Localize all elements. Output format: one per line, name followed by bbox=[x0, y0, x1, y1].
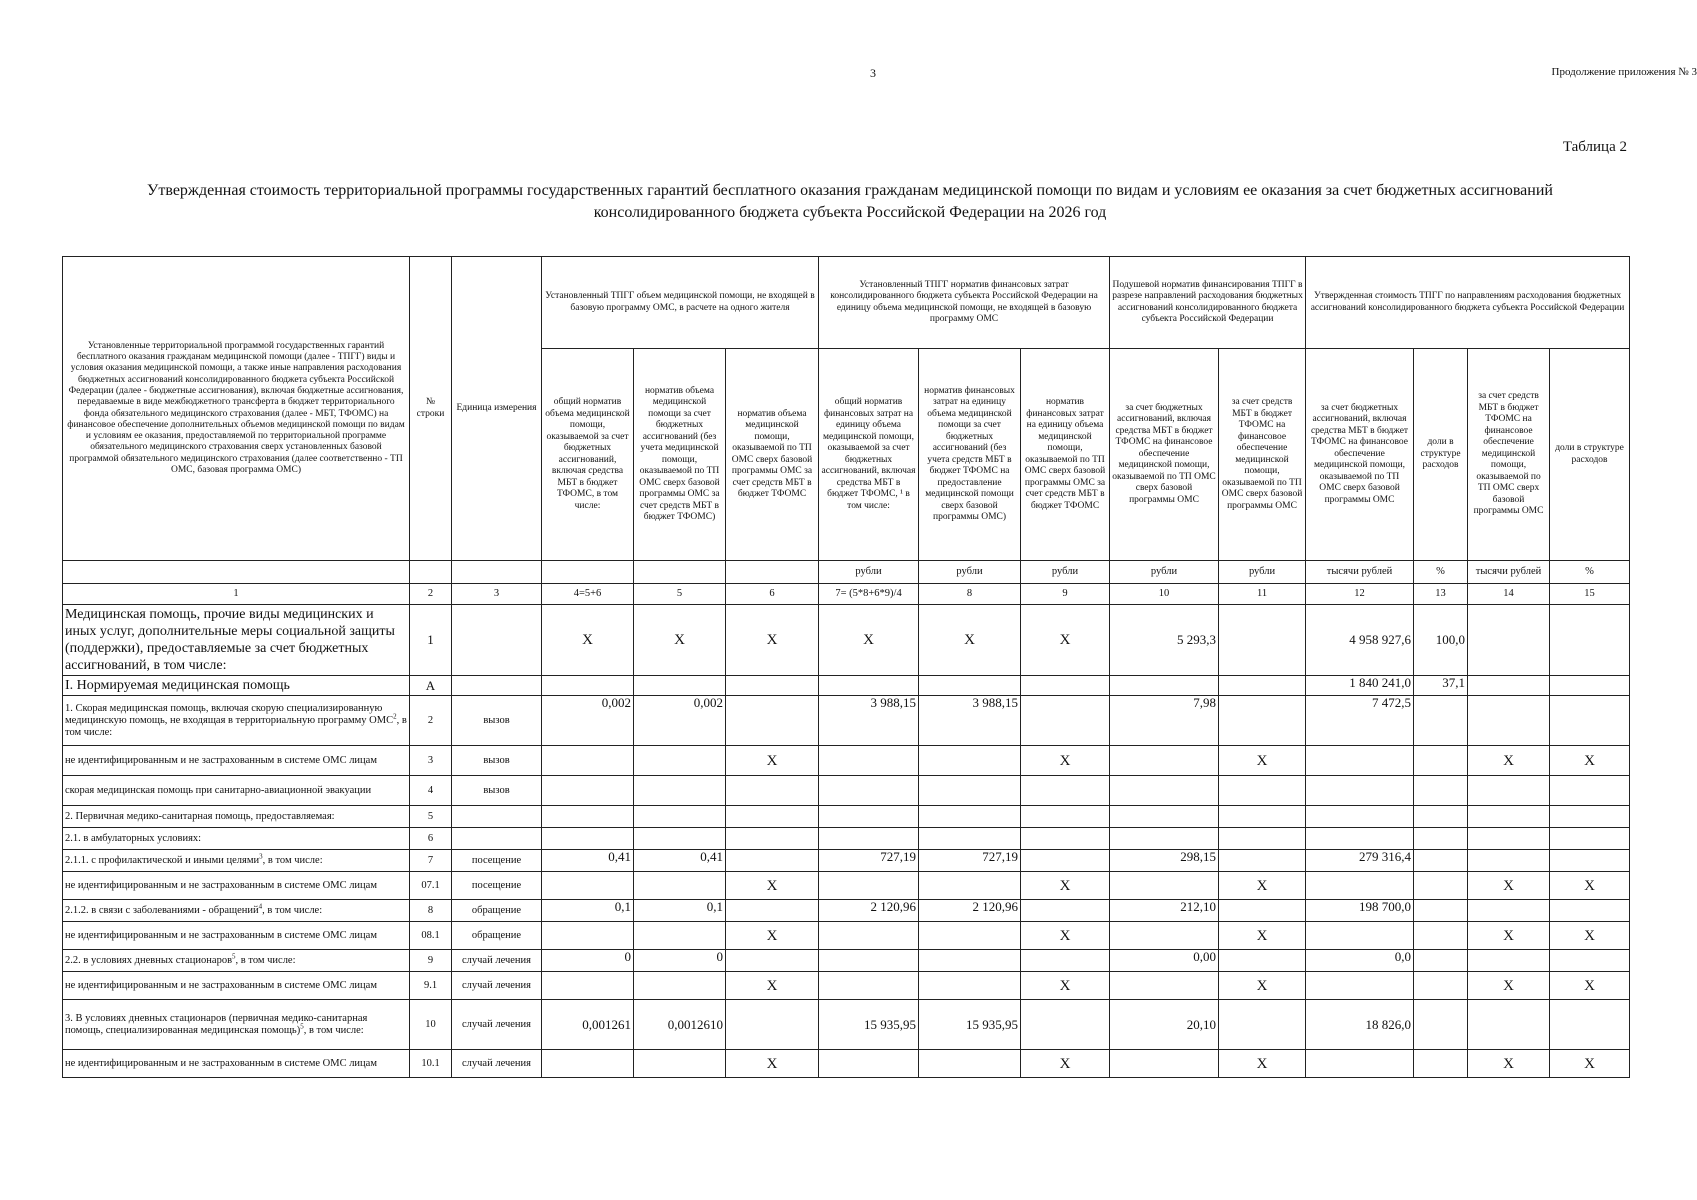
column-number: 5 bbox=[634, 584, 726, 605]
x-mark: Х bbox=[1021, 922, 1110, 950]
header-col-11: за счет средств МБТ в бюджет ТФОМС на финансовое обеспечение медицинской помощи, оказываемой по ТП ОМС сверх базовой программы ОМС bbox=[1219, 349, 1306, 561]
x-mark: Х bbox=[726, 922, 819, 950]
x-mark: Х bbox=[1021, 872, 1110, 900]
row-unit: посещение bbox=[452, 872, 542, 900]
x-mark: Х bbox=[1550, 922, 1630, 950]
x-mark: Х bbox=[1550, 1050, 1630, 1078]
row-label: не идентифицированным и не застрахованным в системе ОМС лицам bbox=[63, 922, 410, 950]
cell-col-12: 7 472,5 bbox=[1306, 696, 1414, 746]
row-number: 2 bbox=[410, 696, 452, 746]
row-unit: случай лечения bbox=[452, 1000, 542, 1050]
row-label: 2.2. в условиях дневных стационаров$^5$, в том числе: bbox=[63, 950, 410, 972]
column-number: 3 bbox=[452, 584, 542, 605]
row-number: 10.1 bbox=[410, 1050, 452, 1078]
row-label: 2.1.2. в связи с заболеваниями - обращений$^4$, в том числе: bbox=[63, 900, 410, 922]
cell-col-12: 4 958 927,6 bbox=[1306, 605, 1414, 676]
cell-col-12: 18 826,0 bbox=[1306, 1000, 1414, 1050]
x-mark: Х bbox=[1468, 972, 1550, 1000]
row-number: 10 bbox=[410, 1000, 452, 1050]
row-label: 3. В условиях дневных стационаров (первичная медико-санитарная помощь, специализированная медицинская помощь)$^5$, в том числе: bbox=[63, 1000, 410, 1050]
column-number: 10 bbox=[1110, 584, 1219, 605]
x-mark: Х bbox=[1219, 746, 1306, 776]
header-col-8: норматив финансовых затрат на единицу объема медицинской помощи за счет бюджетных ассигнований (без учета средств МБТ в бюджет ТФОМС на предоставление медицинской помощи сверх базовой программы ОМС) bbox=[919, 349, 1021, 561]
x-mark: Х bbox=[1219, 972, 1306, 1000]
column-number: 6 bbox=[726, 584, 819, 605]
row-label: не идентифицированным и не застрахованным в системе ОМС лицам bbox=[63, 872, 410, 900]
cell-col-8: 15 935,95 bbox=[919, 1000, 1021, 1050]
row-label: 2.1.1. с профилактической и иными целями$^3$, в том числе: bbox=[63, 850, 410, 872]
x-mark: Х bbox=[1219, 1050, 1306, 1078]
appendix-continuation-note: Продолжение приложения № 3 bbox=[1551, 66, 1697, 78]
table-row bbox=[63, 696, 1630, 746]
cell-col-5: 0,41 bbox=[634, 850, 726, 872]
cell-col-7: 727,19 bbox=[819, 850, 919, 872]
header-col-7: общий норматив финансовых затрат на единицу объема медицинской помощи, оказываемой за счет бюджетных ассигнований, включая средства МБТ в бюджет ТФОМС, ¹ в том числе: bbox=[819, 349, 919, 561]
row-number: 3 bbox=[410, 746, 452, 776]
cost-table bbox=[62, 256, 1630, 1078]
row-label: 2. Первичная медико-санитарная помощь, предоставляемая: bbox=[63, 806, 410, 828]
unit-col-15: % bbox=[1550, 561, 1630, 584]
column-number: 2 bbox=[410, 584, 452, 605]
cell-col-7: 3 988,15 bbox=[819, 696, 919, 746]
header-col-5: норматив объема медицинской помощи за счет бюджетных ассигнований (без учета медицинской помощи, оказываемой по ТП ОМС сверх базовой программы ОМС за счет средств МБТ в бюджет ТФОМС) bbox=[634, 349, 726, 561]
table-label: Таблица 2 bbox=[1562, 139, 1627, 155]
row-number: 7 bbox=[410, 850, 452, 872]
document-title bbox=[60, 180, 1640, 224]
x-mark: Х bbox=[819, 605, 919, 676]
cell-col-10: 20,10 bbox=[1110, 1000, 1219, 1050]
x-mark: Х bbox=[1021, 605, 1110, 676]
unit-col-7: рубли bbox=[819, 561, 919, 584]
x-mark: Х bbox=[1468, 872, 1550, 900]
table-row bbox=[63, 1050, 1630, 1078]
table-row bbox=[63, 900, 1630, 922]
x-mark: Х bbox=[1550, 872, 1630, 900]
header-col-2: № строки bbox=[410, 257, 452, 561]
x-mark: Х bbox=[1021, 746, 1110, 776]
row-number: 07.1 bbox=[410, 872, 452, 900]
cell-col-8: 3 988,15 bbox=[919, 696, 1021, 746]
table-row bbox=[63, 950, 1630, 972]
cell-col-7: 15 935,95 bbox=[819, 1000, 919, 1050]
cell-col-4: 0,41 bbox=[542, 850, 634, 872]
x-mark: Х bbox=[1468, 1050, 1550, 1078]
cell-col-5: 0,1 bbox=[634, 900, 726, 922]
x-mark: Х bbox=[1550, 746, 1630, 776]
table-row bbox=[63, 1000, 1630, 1050]
unit-col-12: тысячи рублей bbox=[1306, 561, 1414, 584]
unit-col-10: рубли bbox=[1110, 561, 1219, 584]
row-label: Медицинская помощь, прочие виды медицинских и иных услуг, дополнительные меры социальной защиты (поддержки), предоставляемые за счет бюджетных ассигнований, в том числе: bbox=[63, 605, 410, 676]
row-unit: случай лечения bbox=[452, 950, 542, 972]
row-number: 6 bbox=[410, 828, 452, 850]
cell-col-10: 298,15 bbox=[1110, 850, 1219, 872]
cell-col-8: 2 120,96 bbox=[919, 900, 1021, 922]
row-number: А bbox=[410, 676, 452, 696]
cell-col-12: 198 700,0 bbox=[1306, 900, 1414, 922]
header-col-4: общий норматив объема медицинской помощи, оказываемой за счет бюджетных ассигнований, включая средства МБТ в бюджет ТФОМС, в том числе: bbox=[542, 349, 634, 561]
header-col-14: за счет средств МБТ в бюджет ТФОМС на финансовое обеспечение медицинской помощи, оказываемой по ТП ОМС сверх базовой программы ОМС bbox=[1468, 349, 1550, 561]
x-mark: Х bbox=[1550, 972, 1630, 1000]
column-number: 13 bbox=[1414, 584, 1468, 605]
unit-col-14: тысячи рублей bbox=[1468, 561, 1550, 584]
column-numbers-row bbox=[63, 584, 1630, 605]
x-mark: Х bbox=[1219, 872, 1306, 900]
header-group-per-capita: Подушевой норматив финансирования ТПГГ в разрезе направлений расходования бюджетных ассигнований консолидированного бюджета субъекта Российской Федерации bbox=[1110, 257, 1306, 349]
x-mark: Х bbox=[919, 605, 1021, 676]
cell-col-4: 0 bbox=[542, 950, 634, 972]
header-col-1: Установленные территориальной программой государственных гарантий бесплатного оказания гражданам медицинской помощи (далее - ТПГГ) виды и условия оказания медицинской помощи, а также иные направления расходования бюджетных ассигнований консолидированного бюджета субъекта Российской Федерации (далее - бюджетные ассигнования), включая бюджетные ассигнования, передаваемые в виде межбюджетного трансферта в бюджет территориального фонда обязательного медицинского страхования (далее - МБТ, ТФОМС) на финансовое обеспечение дополнительных объемов медицинской помощи по видам и условиям ее оказания, предоставляемой по территориальной программе обязательного медицинского страхования сверх установленных базовой программой обязательного медицинского страхования (далее соответственно - ТП ОМС, базовая программа ОМС) bbox=[63, 257, 410, 561]
x-mark: Х bbox=[726, 605, 819, 676]
row-number: 9.1 bbox=[410, 972, 452, 1000]
row-label: не идентифицированным и не застрахованным в системе ОМС лицам bbox=[63, 746, 410, 776]
row-label: 2.1. в амбулаторных условиях: bbox=[63, 828, 410, 850]
x-mark: Х bbox=[726, 746, 819, 776]
column-number: 9 bbox=[1021, 584, 1110, 605]
table-row bbox=[63, 605, 1630, 676]
cell-col-12: 1 840 241,0 bbox=[1306, 676, 1414, 696]
table-row bbox=[63, 806, 1630, 828]
table-row bbox=[63, 746, 1630, 776]
row-number: 4 bbox=[410, 776, 452, 806]
cell-col-4: 0,1 bbox=[542, 900, 634, 922]
row-unit: вызов bbox=[452, 776, 542, 806]
row-unit: обращение bbox=[452, 900, 542, 922]
table-row bbox=[63, 872, 1630, 900]
x-mark: Х bbox=[1468, 746, 1550, 776]
row-unit: посещение bbox=[452, 850, 542, 872]
row-unit: вызов bbox=[452, 746, 542, 776]
row-label: не идентифицированным и не застрахованным в системе ОМС лицам bbox=[63, 1050, 410, 1078]
column-number: 7= (5*8+6*9)/4 bbox=[819, 584, 919, 605]
column-number: 8 bbox=[919, 584, 1021, 605]
cell-col-12: 279 316,4 bbox=[1306, 850, 1414, 872]
cell-col-7: 2 120,96 bbox=[819, 900, 919, 922]
cell-col-4: 0,002 bbox=[542, 696, 634, 746]
header-col-9: норматив финансовых затрат на единицу объема медицинской помощи, оказываемой по ТП ОМС сверх базовой программы ОМС за счет средств МБТ в бюджет ТФОМС bbox=[1021, 349, 1110, 561]
unit-col-8: рубли bbox=[919, 561, 1021, 584]
header-col-15: доли в структуре расходов bbox=[1550, 349, 1630, 561]
row-number: 8 bbox=[410, 900, 452, 922]
cell-col-5: 0,002 bbox=[634, 696, 726, 746]
header-row-groups bbox=[63, 257, 1630, 349]
row-number: 9 bbox=[410, 950, 452, 972]
x-mark: Х bbox=[1219, 922, 1306, 950]
cell-col-8: 727,19 bbox=[919, 850, 1021, 872]
row-label: I. Нормируемая медицинская помощь bbox=[63, 676, 410, 696]
header-col-3: Единица измерения bbox=[452, 257, 542, 561]
header-col-13: доли в структуре расходов bbox=[1414, 349, 1468, 561]
row-unit: вызов bbox=[452, 696, 542, 746]
row-number: 5 bbox=[410, 806, 452, 828]
x-mark: Х bbox=[1021, 972, 1110, 1000]
unit-col-11: рубли bbox=[1219, 561, 1306, 584]
row-label: не идентифицированным и не застрахованным в системе ОМС лицам bbox=[63, 972, 410, 1000]
cell-col-12: 0,0 bbox=[1306, 950, 1414, 972]
cell-col-10: 7,98 bbox=[1110, 696, 1219, 746]
row-unit: случай лечения bbox=[452, 1050, 542, 1078]
header-col-12: за счет бюджетных ассигнований, включая средства МБТ в бюджет ТФОМС на финансовое обеспечение медицинской помощи, оказываемой по ТП ОМС сверх базовой программы ОМС bbox=[1306, 349, 1414, 561]
column-number: 11 bbox=[1219, 584, 1306, 605]
x-mark: Х bbox=[542, 605, 634, 676]
units-row bbox=[63, 561, 1630, 584]
cell-col-10: 0,00 bbox=[1110, 950, 1219, 972]
cell-col-10: 212,10 bbox=[1110, 900, 1219, 922]
unit-col-13: % bbox=[1414, 561, 1468, 584]
table-row bbox=[63, 850, 1630, 872]
table-row bbox=[63, 972, 1630, 1000]
column-number: 15 bbox=[1550, 584, 1630, 605]
page-number: 3 bbox=[870, 66, 876, 80]
table-row bbox=[63, 828, 1630, 850]
cell-col-5: 0 bbox=[634, 950, 726, 972]
table-row bbox=[63, 776, 1630, 806]
cell-col-4: 0,001261 bbox=[542, 1000, 634, 1050]
row-unit: случай лечения bbox=[452, 972, 542, 1000]
table-row bbox=[63, 922, 1630, 950]
header-group-approved-cost: Утвержденная стоимость ТПГГ по направлениям расходования бюджетных ассигнований консолидированного бюджета субъекта Российской Федерации bbox=[1306, 257, 1630, 349]
cell-col-13: 37,1 bbox=[1414, 676, 1468, 696]
column-number: 12 bbox=[1306, 584, 1414, 605]
header-col-10: за счет бюджетных ассигнований, включая средства МБТ в бюджет ТФОМС на финансовое обеспечение медицинской помощи, оказываемой по ТП ОМС сверх базовой программы ОМС bbox=[1110, 349, 1219, 561]
row-number: 1 bbox=[410, 605, 452, 676]
document-title-line-1: Утвержденная стоимость территориальной программы государственных гарантий бесплатного оказания гражданам медицинской помощи по видам и условиям ее оказания за счет бюджетных ассигнований bbox=[147, 182, 1553, 199]
cell-col-13: 100,0 bbox=[1414, 605, 1468, 676]
column-number: 14 bbox=[1468, 584, 1550, 605]
unit-col-9: рубли bbox=[1021, 561, 1110, 584]
row-label: скорая медицинская помощь при санитарно-авиационной эвакуации bbox=[63, 776, 410, 806]
column-number: 1 bbox=[63, 584, 410, 605]
row-label: 1. Скорая медицинская помощь, включая скорую специализированную медицинскую помощь, не входящая в территориальную программу ОМС$^2$, в том числе: bbox=[63, 696, 410, 746]
x-mark: Х bbox=[726, 1050, 819, 1078]
column-number: 4=5+6 bbox=[542, 584, 634, 605]
x-mark: Х bbox=[726, 872, 819, 900]
table-row bbox=[63, 676, 1630, 696]
header-group-volume: Установленный ТПГГ объем медицинской помощи, не входящей в базовую программу ОМС, в расчете на одного жителя bbox=[542, 257, 819, 349]
header-group-cost-norm: Установленный ТПГГ норматив финансовых затрат консолидированного бюджета субъекта Российской Федерации на единицу объема медицинской помощи, не входящей в базовую программу ОМС bbox=[819, 257, 1110, 349]
x-mark: Х bbox=[726, 972, 819, 1000]
header-col-6: норматив объема медицинской помощи, оказываемой по ТП ОМС сверх базовой программы ОМС за счет средств МБТ в бюджет ТФОМС bbox=[726, 349, 819, 561]
cell-col-10: 5 293,3 bbox=[1110, 605, 1219, 676]
x-mark: Х bbox=[1468, 922, 1550, 950]
cell-col-5: 0,0012610 bbox=[634, 1000, 726, 1050]
document-title-line-2: консолидированного бюджета субъекта Российской Федерации на 2026 год bbox=[593, 204, 1107, 221]
x-mark: Х bbox=[1021, 1050, 1110, 1078]
x-mark: Х bbox=[634, 605, 726, 676]
row-unit: обращение bbox=[452, 922, 542, 950]
row-number: 08.1 bbox=[410, 922, 452, 950]
